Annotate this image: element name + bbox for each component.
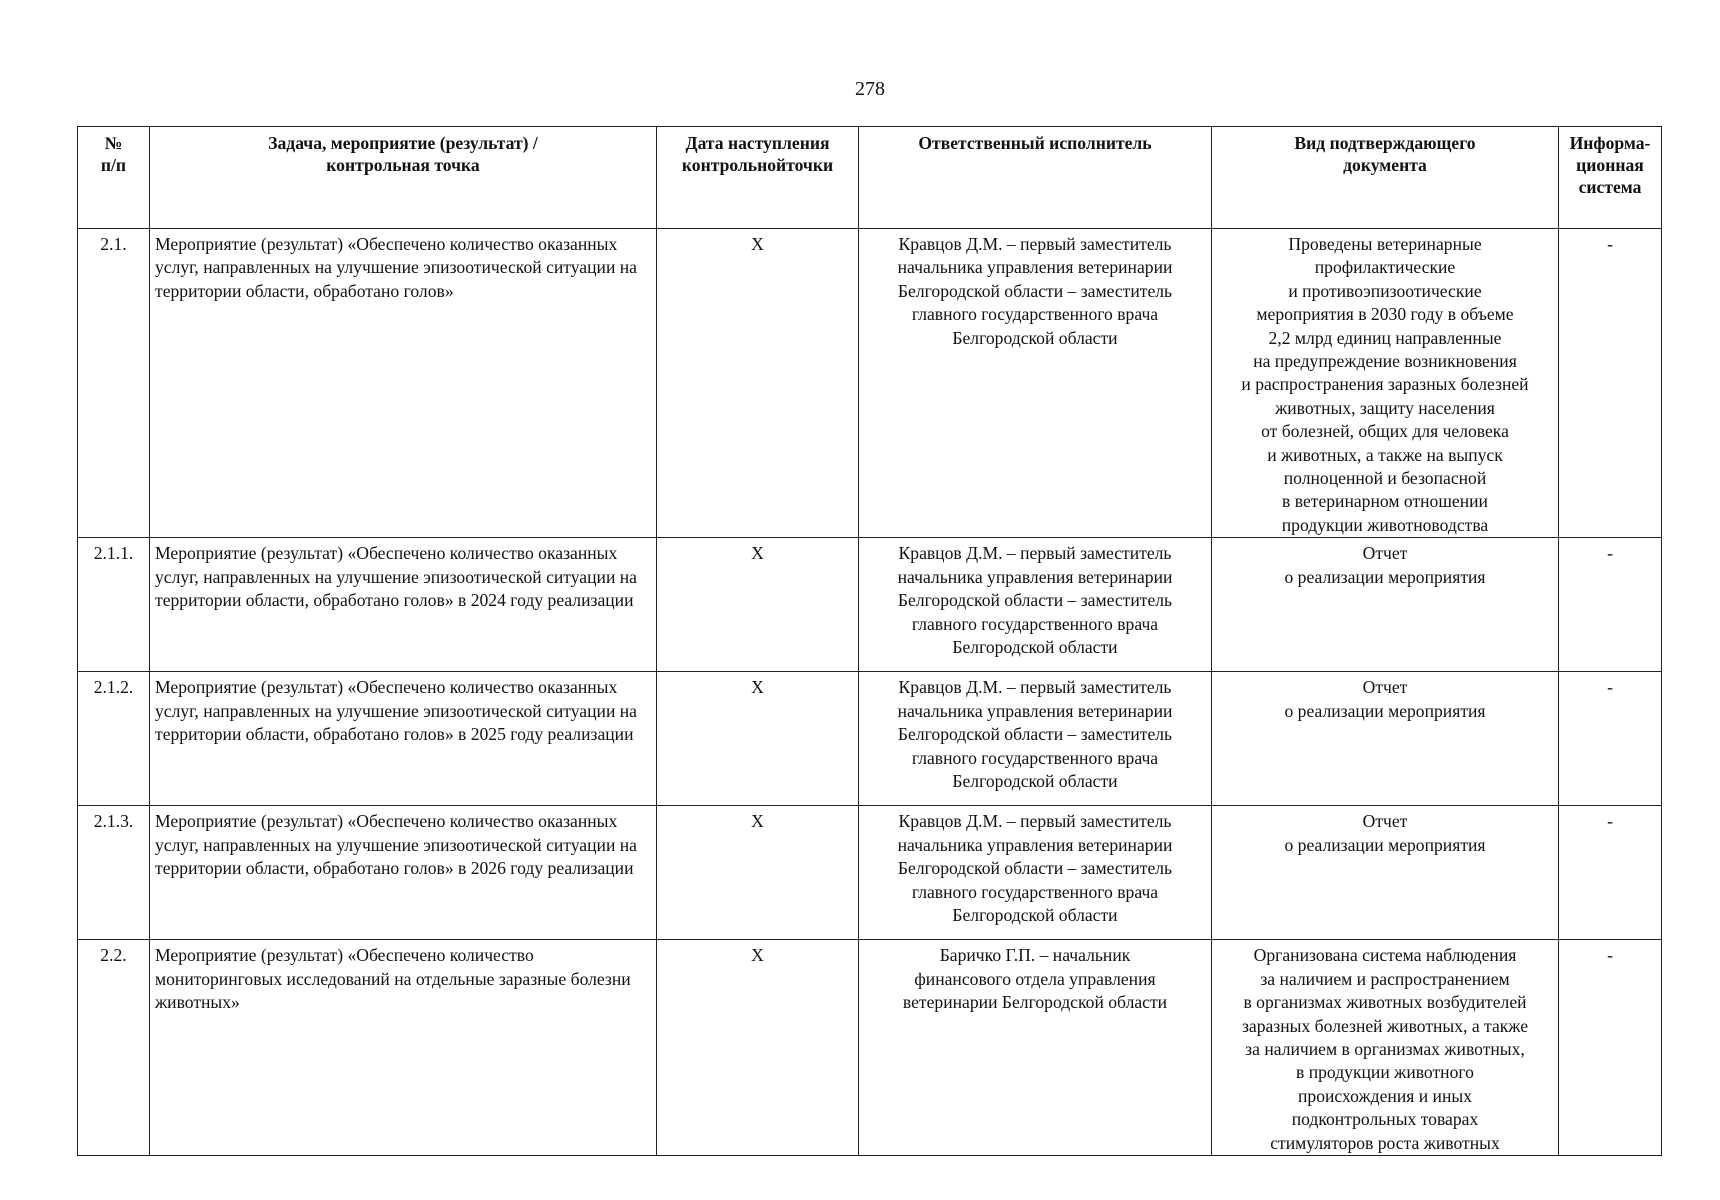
row-task: Мероприятие (результат) «Обеспечено количество оказанных услуг, направленных на улучшение эпизоотической ситуации на территории области, обработано голов» в 2026 году реализации xyxy=(150,806,657,940)
table-row xyxy=(78,229,1662,538)
row-executor: Кравцов Д.М. – первый заместитель начальника управления ветеринарии Белгородской области – заместитель главного государственного врача Белгородской области xyxy=(859,806,1212,940)
table-row xyxy=(78,940,1662,1156)
header-date: Дата наступления контрольнойточки xyxy=(657,127,859,229)
row-executor: Баричко Г.П. – начальник финансового отдела управления ветеринарии Белгородской области xyxy=(859,940,1212,1156)
header-task: Задача, мероприятие (результат) / контрольная точка xyxy=(150,127,657,229)
row-document: Отчет о реализации мероприятия xyxy=(1212,806,1559,940)
row-num: 2.1.2. xyxy=(78,672,150,806)
row-task: Мероприятие (результат) «Обеспечено количество оказанных услуг, направленных на улучшение эпизоотической ситуации на территории области, обработано голов» xyxy=(150,229,657,538)
row-date: X xyxy=(657,229,859,538)
row-executor: Кравцов Д.М. – первый заместитель начальника управления ветеринарии Белгородской области – заместитель главного государственного врача Белгородской области xyxy=(859,672,1212,806)
table-row xyxy=(78,538,1662,672)
row-system: - xyxy=(1559,940,1662,1156)
table-row xyxy=(78,806,1662,940)
row-task: Мероприятие (результат) «Обеспечено количество оказанных услуг, направленных на улучшение эпизоотической ситуации на территории области, обработано голов» в 2025 году реализации xyxy=(150,672,657,806)
row-num: 2.2. xyxy=(78,940,150,1156)
row-executor: Кравцов Д.М. – первый заместитель начальника управления ветеринарии Белгородской области – заместитель главного государственного врача Белгородской области xyxy=(859,538,1212,672)
row-task: Мероприятие (результат) «Обеспечено количество оказанных услуг, направленных на улучшение эпизоотической ситуации на территории области, обработано голов» в 2024 году реализации xyxy=(150,538,657,672)
page-number: 278 xyxy=(855,78,885,100)
row-date: X xyxy=(657,806,859,940)
row-system: - xyxy=(1559,806,1662,940)
row-system: - xyxy=(1559,538,1662,672)
row-num: 2.1.1. xyxy=(78,538,150,672)
row-date: X xyxy=(657,940,859,1156)
header-system: Информа- ционная система xyxy=(1559,127,1662,229)
row-num: 2.1. xyxy=(78,229,150,538)
table-header-row xyxy=(78,127,1662,229)
row-system: - xyxy=(1559,672,1662,806)
row-document: Проведены ветеринарные профилактические и противоэпизоотические мероприятия в 2030 году в объеме 2,2 млрд единиц направленные на предупреждение возникновения и распространения заразных болезней животных, защиту населения от болезней, общих для человека и животных, а также на выпуск полноценной и безопасной в ветеринарном отношении продукции животноводства xyxy=(1212,229,1559,538)
table-row xyxy=(78,672,1662,806)
row-executor: Кравцов Д.М. – первый заместитель начальника управления ветеринарии Белгородской области – заместитель главного государственного врача Белгородской области xyxy=(859,229,1212,538)
row-date: X xyxy=(657,538,859,672)
row-document: Отчет о реализации мероприятия xyxy=(1212,538,1559,672)
row-task: Мероприятие (результат) «Обеспечено количество мониторинговых исследований на отдельные заразные болезни животных» xyxy=(150,940,657,1156)
row-document: Отчет о реализации мероприятия xyxy=(1212,672,1559,806)
row-document: Организована система наблюдения за наличием и распространением в организмах животных возбудителей заразных болезней животных, а также за наличием в организмах животных, в продукции животного происхождения и иных подконтрольных товарах стимуляторов роста животных xyxy=(1212,940,1559,1156)
control-points-table xyxy=(77,126,1662,1156)
header-num: № п/п xyxy=(78,127,150,229)
header-document: Вид подтверждающего документа xyxy=(1212,127,1559,229)
header-executor: Ответственный исполнитель xyxy=(859,127,1212,229)
row-system: - xyxy=(1559,229,1662,538)
row-date: X xyxy=(657,672,859,806)
row-num: 2.1.3. xyxy=(78,806,150,940)
